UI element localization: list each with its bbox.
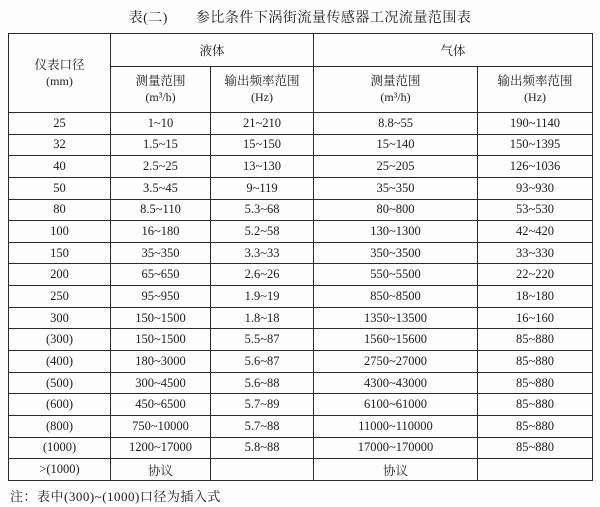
gas-freq-label: 输出频率范围: [497, 74, 573, 89]
table-cell: 85~880: [478, 329, 593, 351]
table-cell: 300~4500: [111, 372, 211, 394]
diameter-column-header: [9, 34, 111, 113]
table-body: [9, 113, 593, 481]
table-row: [9, 242, 593, 264]
table-cell: 协议: [314, 459, 478, 481]
table-number-label: 表(二): [128, 11, 168, 26]
liquid-range-header: [111, 67, 211, 113]
table-cell: 42~420: [478, 221, 593, 243]
table-cell: 300: [9, 307, 111, 329]
table-cell: 150~1500: [111, 307, 211, 329]
table-cell: (300): [9, 329, 111, 351]
table-cell: 93~930: [478, 177, 593, 199]
table-cell: (1000): [9, 437, 111, 459]
table-cell: 5.6~88: [211, 372, 314, 394]
table-cell: 35~350: [111, 242, 211, 264]
table-cell: 750~10000: [111, 415, 211, 437]
table-row: [9, 177, 593, 199]
table-cell: 13~130: [211, 156, 314, 178]
table-cell: 17000~170000: [314, 437, 478, 459]
table-cell: 250: [9, 286, 111, 308]
table-row: [9, 437, 593, 459]
table-title: [0, 7, 600, 27]
table-cell: 450~6500: [111, 394, 211, 416]
table-cell: [478, 459, 593, 481]
table-cell: 1200~17000: [111, 437, 211, 459]
table-cell: 5.5~87: [211, 329, 314, 351]
table-cell: 150~1395: [478, 134, 593, 156]
table-cell: 80: [9, 199, 111, 221]
table-cell: 1~10: [111, 113, 211, 135]
table-cell: 2750~27000: [314, 351, 478, 373]
table-row: [9, 264, 593, 286]
table-cell: 150~1500: [111, 329, 211, 351]
liquid-range-label: 测量范围: [135, 74, 186, 89]
table-cell: 32: [9, 134, 111, 156]
table-cell: [211, 459, 314, 481]
table-row: [9, 199, 593, 221]
table-cell: 3.3~33: [211, 242, 314, 264]
table-row: [9, 221, 593, 243]
table-cell: (500): [9, 372, 111, 394]
table-cell: 53~530: [478, 199, 593, 221]
table-cell: 100: [9, 221, 111, 243]
table-cell: 550~5500: [314, 264, 478, 286]
table-cell: 4300~43000: [314, 372, 478, 394]
table-cell: 190~1140: [478, 113, 593, 135]
table-cell: 33~330: [478, 242, 593, 264]
table-cell: 180~3000: [111, 351, 211, 373]
table-cell: 85~880: [478, 372, 593, 394]
liquid-group-header: 液体: [111, 34, 314, 67]
table-cell: 5.2~58: [211, 221, 314, 243]
table-cell: 80~800: [314, 199, 478, 221]
table-row: [9, 459, 593, 481]
table-cell: 25~205: [314, 156, 478, 178]
table-cell: 1.9~19: [211, 286, 314, 308]
table-cell: 9~119: [211, 177, 314, 199]
gas-range-label: 测量范围: [370, 74, 421, 89]
table-cell: (600): [9, 394, 111, 416]
gas-group-header: 气体: [314, 34, 593, 67]
table-cell: 5.3~68: [211, 199, 314, 221]
table-title-text: 参比条件下涡街流量传感器工况流量范围表: [195, 11, 472, 26]
table-row: [9, 134, 593, 156]
table-row: [9, 351, 593, 373]
table-cell: 22~220: [478, 264, 593, 286]
table-cell: 16~180: [111, 221, 211, 243]
table-cell: 2.5~25: [111, 156, 211, 178]
liquid-freq-header: [211, 67, 314, 113]
flow-range-table: [8, 33, 593, 481]
table-cell: 15~140: [314, 134, 478, 156]
table-row: [9, 113, 593, 135]
table-row: [9, 156, 593, 178]
table-cell: 85~880: [478, 415, 593, 437]
table-cell: 35~350: [314, 177, 478, 199]
table-cell: 3.5~45: [111, 177, 211, 199]
gas-freq-header: [478, 67, 593, 113]
table-cell: 126~1036: [478, 156, 593, 178]
table-cell: 8.5~110: [111, 199, 211, 221]
table-cell: 8.8~55: [314, 113, 478, 135]
table-cell: 5.7~88: [211, 415, 314, 437]
table-cell: 95~950: [111, 286, 211, 308]
table-cell: 5.6~87: [211, 351, 314, 373]
table-header: [9, 34, 593, 113]
table-cell: 85~880: [478, 394, 593, 416]
table-cell: 65~650: [111, 264, 211, 286]
group-header-row: [9, 34, 593, 67]
table-cell: 6100~61000: [314, 394, 478, 416]
gas-range-unit: (m³/h): [380, 90, 411, 105]
gas-range-header: [314, 67, 478, 113]
table-cell: 85~880: [478, 351, 593, 373]
liquid-range-unit: (m³/h): [145, 90, 176, 105]
table-row: [9, 307, 593, 329]
liquid-freq-label: 输出频率范围: [224, 74, 300, 89]
table-cell: 1350~13500: [314, 307, 478, 329]
table-cell: 5.8~88: [211, 437, 314, 459]
table-cell: 850~8500: [314, 286, 478, 308]
table-cell: 85~880: [478, 437, 593, 459]
table-cell: 1.5~15: [111, 134, 211, 156]
table-cell: 15~150: [211, 134, 314, 156]
table-cell: 1560~15600: [314, 329, 478, 351]
diameter-unit-label: (mm): [46, 73, 73, 88]
table-cell: 350~3500: [314, 242, 478, 264]
table-cell: 25: [9, 113, 111, 135]
table-cell: 40: [9, 156, 111, 178]
table-cell: (800): [9, 415, 111, 437]
table-row: [9, 372, 593, 394]
diameter-header-label: 仪表口径: [34, 57, 85, 72]
table-row: [9, 286, 593, 308]
table-row: [9, 394, 593, 416]
liquid-freq-unit: (Hz): [251, 90, 273, 105]
table-cell: 协议: [111, 459, 211, 481]
table-cell: 11000~110000: [314, 415, 478, 437]
table-cell: 50: [9, 177, 111, 199]
table-cell: 16~160: [478, 307, 593, 329]
table-cell: 18~180: [478, 286, 593, 308]
table-cell: 2.6~26: [211, 264, 314, 286]
footnote: 注：表中(300)~(1000)口径为插入式: [10, 489, 221, 504]
table-cell: 130~1300: [314, 221, 478, 243]
table-cell: 1.8~18: [211, 307, 314, 329]
table-row: [9, 329, 593, 351]
gas-freq-unit: (Hz): [524, 90, 547, 105]
table-cell: 150: [9, 242, 111, 264]
table-cell: 5.7~89: [211, 394, 314, 416]
table-cell: 200: [9, 264, 111, 286]
table-cell: >(1000): [9, 459, 111, 481]
table-cell: (400): [9, 351, 111, 373]
table-row: [9, 415, 593, 437]
table-cell: 21~210: [211, 113, 314, 135]
